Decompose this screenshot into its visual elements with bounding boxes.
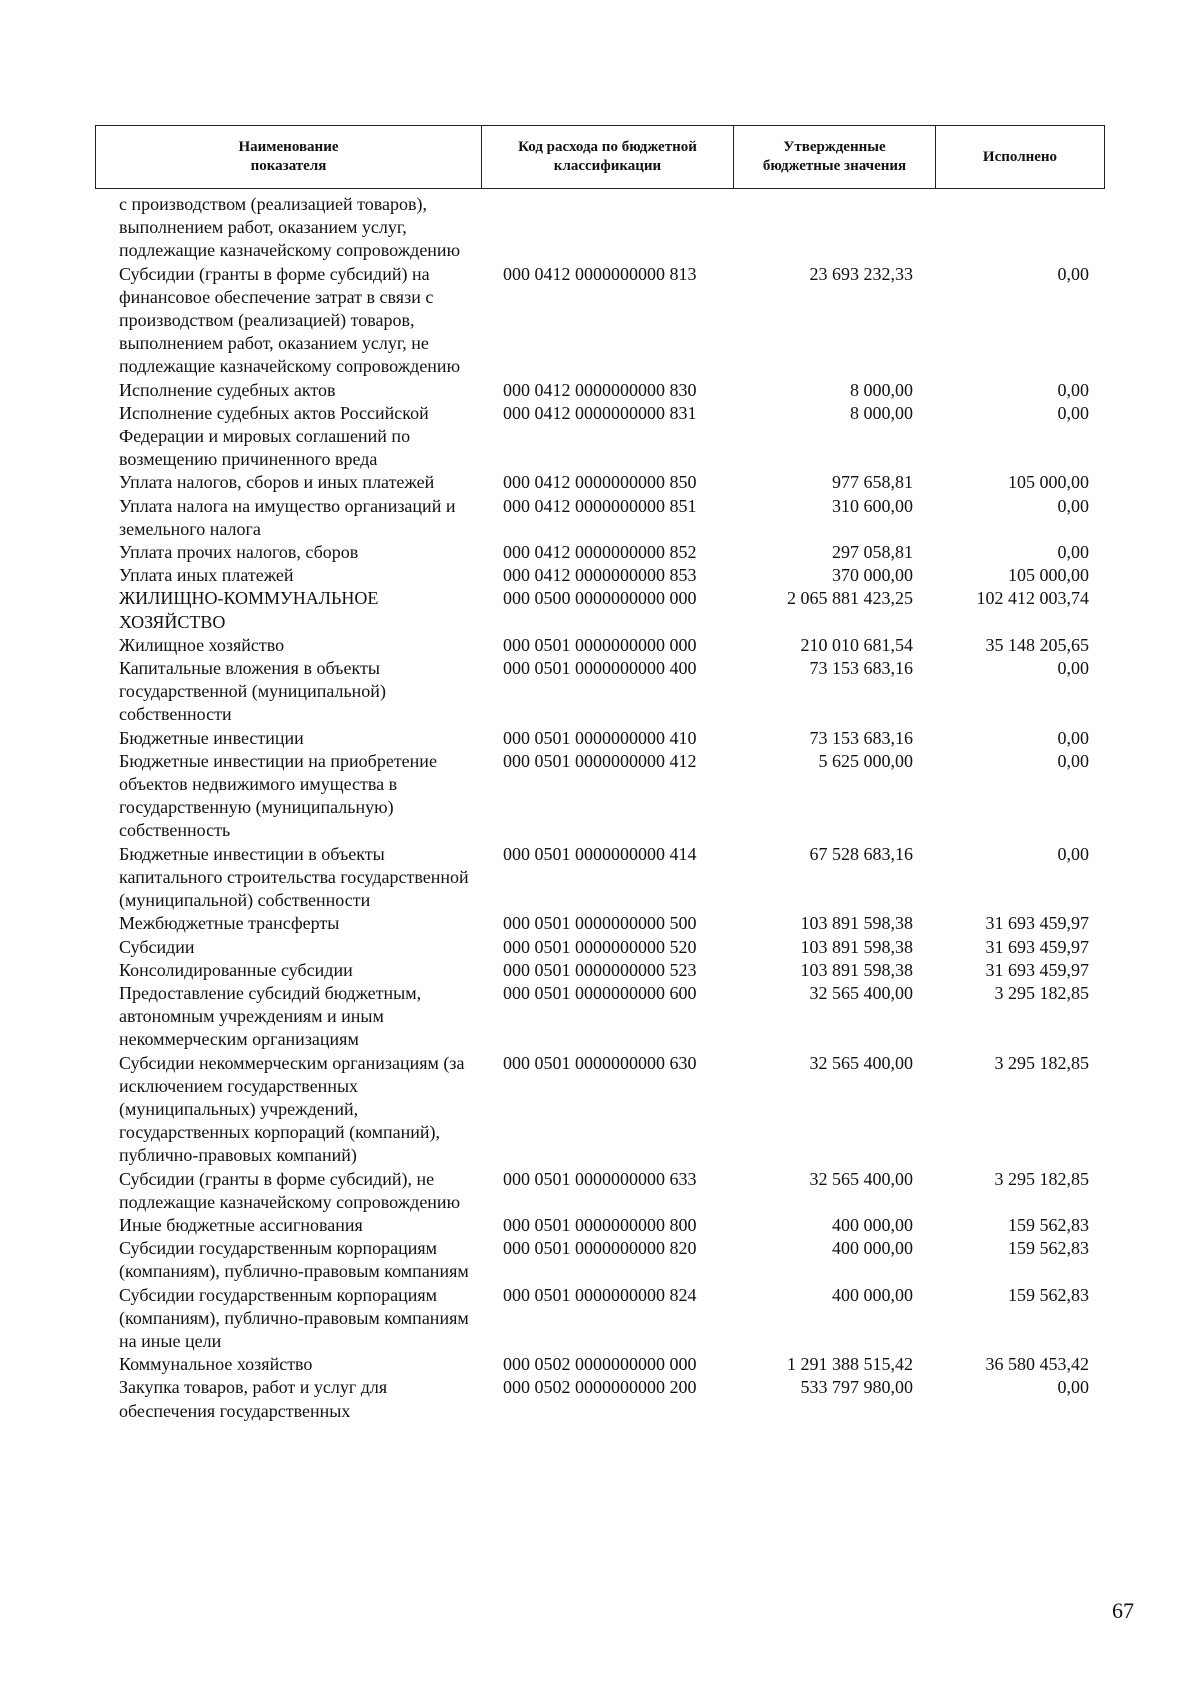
table-row — [95, 541, 1105, 564]
row-executed: 31 693 459,97 — [985, 959, 1089, 980]
table-row — [95, 912, 1105, 935]
row-approved: 32 565 400,00 — [809, 1168, 913, 1189]
row-name: Уплата прочих налогов, сборов — [119, 542, 359, 563]
row-executed: 0,00 — [1057, 542, 1089, 563]
table-row — [95, 1168, 1105, 1214]
table-row — [95, 587, 1105, 633]
row-code: 000 0412 0000000000 830 — [503, 379, 697, 400]
row-code: 000 0501 0000000000 523 — [503, 959, 697, 980]
table-row — [95, 1353, 1105, 1376]
row-executed: 3 295 182,85 — [994, 1168, 1089, 1189]
row-approved: 2 065 881 423,25 — [787, 588, 913, 609]
row-executed: 159 562,83 — [1008, 1284, 1089, 1305]
row-executed: 0,00 — [1057, 658, 1089, 679]
row-approved: 67 528 683,16 — [809, 843, 913, 864]
row-name: Консолидированные субсидии — [119, 959, 353, 980]
row-code: 000 0502 0000000000 000 — [503, 1354, 697, 1375]
row-executed: 36 580 453,42 — [985, 1354, 1089, 1375]
row-name: Субсидии государственным корпорациям (компаниям), публично-правовым компаниям на иные цели — [119, 1284, 469, 1351]
row-approved: 1 291 388 515,42 — [787, 1354, 913, 1375]
row-code: 000 0412 0000000000 851 — [503, 495, 697, 516]
row-name: ЖИЛИЩНО-КОММУНАЛЬНОЕ ХОЗЯЙСТВО — [119, 588, 379, 632]
header-code: Код расхода по бюджетной классификации — [482, 126, 734, 188]
row-approved — [733, 193, 935, 263]
table-row — [95, 1237, 1105, 1283]
row-name: Уплата налога на имущество организаций и земельного налога — [119, 495, 456, 539]
row-approved: 5 625 000,00 — [818, 750, 913, 771]
row-executed: 0,00 — [1057, 727, 1089, 748]
row-name: Исполнение судебных актов Российской Федерации и мировых соглашений по возмещению причиненного вреда — [119, 402, 429, 470]
row-executed: 0,00 — [1057, 263, 1089, 284]
table-row — [95, 495, 1105, 541]
row-approved: 210 010 681,54 — [800, 634, 913, 655]
row-code: 000 0501 0000000000 630 — [503, 1052, 697, 1073]
row-name: Уплата иных платежей — [119, 565, 294, 586]
table-body — [95, 189, 1105, 1423]
row-executed: 105 000,00 — [1008, 565, 1089, 586]
row-name: Бюджетные инвестиции на приобретение объектов недвижимого имущества в государственную (муниципальную) собственность — [119, 750, 437, 841]
table-row — [95, 193, 1105, 263]
table-row — [95, 1052, 1105, 1168]
table-row — [95, 379, 1105, 402]
row-name: Межбюджетные трансферты — [119, 913, 340, 934]
row-code: 000 0501 0000000000 000 — [503, 634, 697, 655]
row-code: 000 0412 0000000000 850 — [503, 472, 697, 493]
row-code: 000 0501 0000000000 820 — [503, 1238, 697, 1259]
row-code: 000 0501 0000000000 500 — [503, 913, 697, 934]
row-approved: 297 058,81 — [832, 542, 913, 563]
row-executed: 31 693 459,97 — [985, 913, 1089, 934]
header-name: Наименование показателя — [96, 126, 482, 188]
row-name: Капитальные вложения в объекты государственной (муниципальной) собственности — [119, 658, 386, 725]
row-executed: 159 562,83 — [1008, 1214, 1089, 1235]
row-code: 000 0501 0000000000 824 — [503, 1284, 697, 1305]
row-approved: 533 797 980,00 — [800, 1377, 913, 1398]
row-code: 000 0412 0000000000 813 — [503, 263, 697, 284]
row-approved: 32 565 400,00 — [809, 982, 913, 1003]
row-approved: 103 891 598,38 — [800, 959, 913, 980]
row-code: 000 0501 0000000000 520 — [503, 936, 697, 957]
row-approved: 400 000,00 — [832, 1238, 913, 1259]
table-row — [95, 1214, 1105, 1237]
row-code: 000 0412 0000000000 853 — [503, 565, 697, 586]
table-row — [95, 263, 1105, 379]
row-code: 000 0502 0000000000 200 — [503, 1377, 697, 1398]
row-executed: 0,00 — [1057, 843, 1089, 864]
row-approved: 32 565 400,00 — [809, 1052, 913, 1073]
table-row — [95, 750, 1105, 843]
row-name: с производством (реализацией товаров), выполнением работ, оказанием услуг, подлежащие казначейскому сопровождению — [119, 194, 461, 261]
table-row — [95, 402, 1105, 472]
budget-table — [95, 125, 1105, 1423]
header-executed: Исполнено — [982, 148, 1058, 165]
row-approved: 23 693 232,33 — [809, 263, 913, 284]
row-code: 000 0501 0000000000 400 — [503, 658, 697, 679]
row-name: Субсидии (гранты в форме субсидий), не подлежащие казначейскому сопровождению — [119, 1168, 461, 1212]
row-name: Закупка товаров, работ и услуг для обеспечения государственных — [119, 1377, 388, 1421]
row-name: Иные бюджетные ассигнования — [119, 1214, 363, 1235]
row-name: Исполнение судебных актов — [119, 379, 336, 400]
row-code: 000 0501 0000000000 633 — [503, 1168, 697, 1189]
row-name: Бюджетные инвестиции в объекты капитального строительства государственной (муниципальной) собственности — [119, 843, 469, 911]
row-name: Субсидии государственным корпорациям (компаниям), публично-правовым компаниям — [119, 1238, 469, 1282]
row-executed: 105 000,00 — [1008, 472, 1089, 493]
row-approved: 977 658,81 — [832, 472, 913, 493]
row-executed: 0,00 — [1057, 750, 1089, 771]
row-executed: 0,00 — [1057, 495, 1089, 516]
row-code — [481, 193, 733, 263]
row-executed: 35 148 205,65 — [985, 634, 1089, 655]
table-row — [95, 564, 1105, 587]
row-approved: 400 000,00 — [832, 1214, 913, 1235]
table-row — [95, 843, 1105, 913]
header-approved: Утвержденные бюджетные значения — [734, 126, 936, 188]
row-approved: 310 600,00 — [832, 495, 913, 516]
table-row — [95, 1376, 1105, 1422]
row-name: Субсидии (гранты в форме субсидий) на финансовое обеспечение затрат в связи с производством (реализацией) товаров, выполнением работ, оказанием услуг, не подлежащие казначейскому сопровождению — [119, 263, 461, 377]
table-row — [95, 727, 1105, 750]
row-executed — [935, 193, 1105, 263]
table-row — [95, 936, 1105, 959]
table-header — [95, 125, 1105, 189]
row-executed: 3 295 182,85 — [994, 982, 1089, 1003]
row-approved: 103 891 598,38 — [800, 913, 913, 934]
row-approved: 8 000,00 — [850, 379, 913, 400]
row-code: 000 0500 0000000000 000 — [503, 588, 697, 609]
row-executed: 102 412 003,74 — [976, 588, 1089, 609]
row-executed: 0,00 — [1057, 1377, 1089, 1398]
row-executed: 3 295 182,85 — [994, 1052, 1089, 1073]
table-row — [95, 471, 1105, 494]
row-name: Бюджетные инвестиции — [119, 727, 304, 748]
row-executed: 159 562,83 — [1008, 1238, 1089, 1259]
row-code: 000 0501 0000000000 600 — [503, 982, 697, 1003]
page-number: 67 — [1112, 1598, 1134, 1623]
table-row — [95, 959, 1105, 982]
table-row — [95, 657, 1105, 727]
row-code: 000 0501 0000000000 414 — [503, 843, 697, 864]
row-approved: 8 000,00 — [850, 402, 913, 423]
row-name: Уплата налогов, сборов и иных платежей — [119, 472, 435, 493]
row-executed: 31 693 459,97 — [985, 936, 1089, 957]
row-name: Предоставление субсидий бюджетным, автономным учреждениям и иным некоммерческим организациям — [119, 982, 422, 1050]
row-code: 000 0501 0000000000 412 — [503, 750, 697, 771]
row-executed: 0,00 — [1057, 402, 1089, 423]
row-approved: 400 000,00 — [832, 1284, 913, 1305]
row-approved: 73 153 683,16 — [809, 658, 913, 679]
row-name: Жилищное хозяйство — [119, 634, 285, 655]
row-approved: 73 153 683,16 — [809, 727, 913, 748]
row-name: Коммунальное хозяйство — [119, 1354, 313, 1375]
row-name: Субсидии — [119, 936, 195, 957]
table-row — [95, 1284, 1105, 1354]
row-name: Субсидии некоммерческим организациям (за исключением государственных (муниципальных) учреждений, государственных корпораций (компаний), публично-правовых компаний) — [119, 1052, 465, 1166]
row-code: 000 0501 0000000000 800 — [503, 1214, 697, 1235]
row-code: 000 0501 0000000000 410 — [503, 727, 697, 748]
table-row — [95, 982, 1105, 1052]
row-approved: 370 000,00 — [832, 565, 913, 586]
row-executed: 0,00 — [1057, 379, 1089, 400]
row-approved: 103 891 598,38 — [800, 936, 913, 957]
row-code: 000 0412 0000000000 852 — [503, 542, 697, 563]
row-code: 000 0412 0000000000 831 — [503, 402, 697, 423]
table-row — [95, 634, 1105, 657]
